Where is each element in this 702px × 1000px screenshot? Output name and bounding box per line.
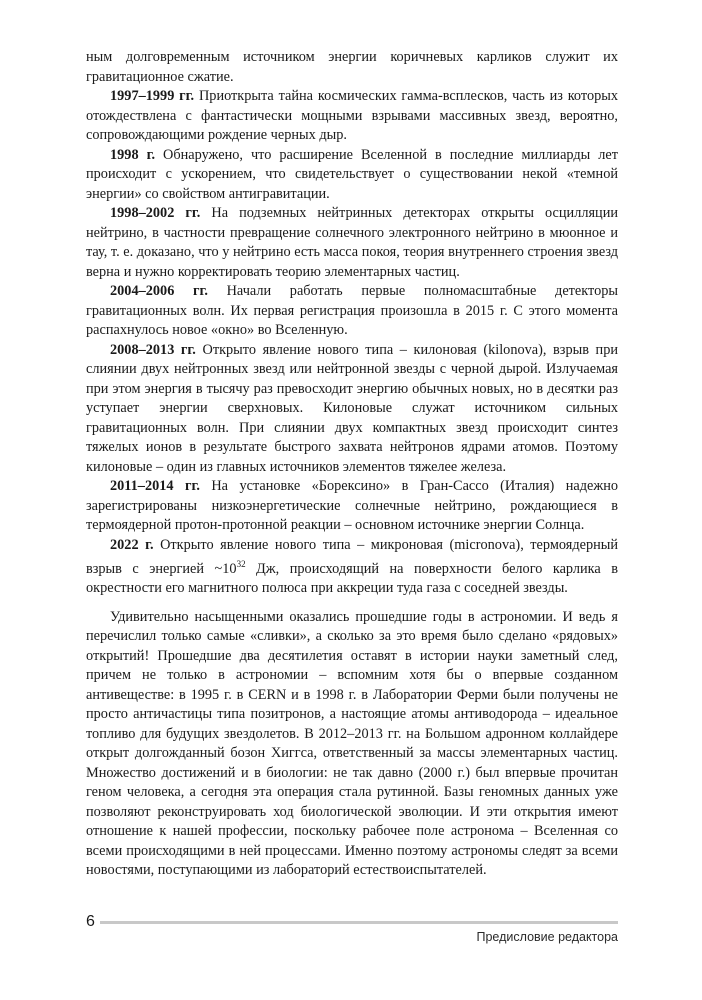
entry-2011-2014 [86, 477, 618, 536]
entry-2008-2013 [86, 341, 618, 478]
entry-text: Открыто явление нового типа – килоновая (kilonova), взрыв при слиянии двух нейтронных звезд или нейтронной звезды с черной дырой. Излучаемая при этом энергия в тысячу раз превосходит энергию обычных новых, но в десятки раз уступает энергии сверхновых. Килоновые служат источником сильных гравитационных волн. При слиянии двух компактных звезд происходит синтез тяжелых ионов в результате быстрого захвата нейтронов ядрами атомов. Поэтому килоновые – один из главных источников элементов тяжелее железа. [86, 341, 618, 475]
body-text [86, 48, 618, 881]
entry-text: На подземных нейтринных детекторах открыты осцилляции нейтрино, в частности превращение солнечного электронного нейтрино в мюонное и тау, т. е. доказано, что у нейтрино есть масса покоя, теория внутреннего строения звезд верна и нужно корректировать теорию элементарных частиц. [86, 205, 618, 280]
entry-2022 [86, 536, 618, 599]
entry-year: 1998 г. [110, 146, 156, 163]
energy-exponent: 32 [236, 559, 246, 569]
closing-paragraph: Удивительно насыщенными оказались прошедшие годы в астрономии. И ведь я перечислил только самые «сливки», а сколько за это время было сделано «рядовых» открытий! Прошедшие два десятилетия оставят в истории науки заметный след, причем не только в астрономии – вспомним хотя бы о впервые созданном антивеществе: в 1995 г. в CERN и в 1998 г. в Лаборатории Ферми были получены не просто античастицы типа позитронов, а настоящие атомы антиводорода – идеальное топливо для будущих звездолетов. В 2012–2013 гг. на Большом адронном коллайдере открыт долгожданный бозон Хиггса, ответственный за массы элементарных частиц. Множество достижений и в биологии: не так давно (2000 г.) был впервые прочитан геном человека, а сегодня эта операция стала рутинной. Базы геномных данных уже позволяют реконструировать ход биологической эволюции. И эти открытия имеют отношение к нашей профессии, поскольку рабочее поле астронома – Вселенная со всеми происходящими в ней процессами. Именно поэтому астрономы следят за всеми новостями, поступающими из лабораторий естествоиспытателей. [86, 608, 618, 879]
page-number: 6 [86, 913, 95, 930]
entry-text: Открыто явление нового типа – микроновая (micronova), термоядерный взрыв с энергией ~10 [86, 536, 618, 577]
intro-paragraph: ным долговременным источником энергии коричневых карликов служит их гравитационное сжатие. [86, 49, 618, 85]
entry-text: На установке «Борексино» в Гран-Сассо (Италия) надежно зарегистрированы низкоэнергетические солнечные нейтрино, рождающиеся в термоядерной протон-протонной реакции – основном источнике энергии Солнца. [86, 478, 618, 533]
entry-year: 2008–2013 гг. [110, 341, 196, 358]
entry-2004-2006 [86, 282, 618, 341]
entry-year: 1998–2002 гг. [110, 205, 201, 221]
entry-year: 2004–2006 гг. [110, 283, 208, 299]
running-footer-title: Предисловие редактора [476, 930, 618, 944]
entry-text: Приоткрыта тайна космических гамма-всплесков, часть из которых отождествлена с фантастически мощными взрывами массивных звезд, вероятно, сопровождающими рождение черных дыр. [86, 88, 619, 143]
entry-text: Начали работать первые полномасштабные детекторы гравитационных волн. Их первая регистрация произошла в 2015 г. С этого момента распахнулось новое «окно» во Вселенную. [86, 283, 618, 338]
entry-year: 2022 г. [110, 536, 154, 553]
entry-year: 1997–1999 гг. [110, 88, 195, 104]
footer-divider [100, 921, 618, 924]
entry-1997-1999 [86, 87, 618, 146]
entry-text-continued: Дж, происходящий на поверхности белого карлика в окрестности его магнитного полюса при аккреции туда газа с соседней звезды. [86, 560, 618, 597]
entry-1998 [86, 146, 618, 205]
entry-1998-2002 [86, 204, 618, 282]
entry-year: 2011–2014 гг. [110, 478, 200, 494]
entry-text: Обнаружено, что расширение Вселенной в последние миллиарды лет происходит с ускорением, что свидетельствует о существовании некой «темной энергии» со свойством антигравитации. [86, 146, 618, 202]
